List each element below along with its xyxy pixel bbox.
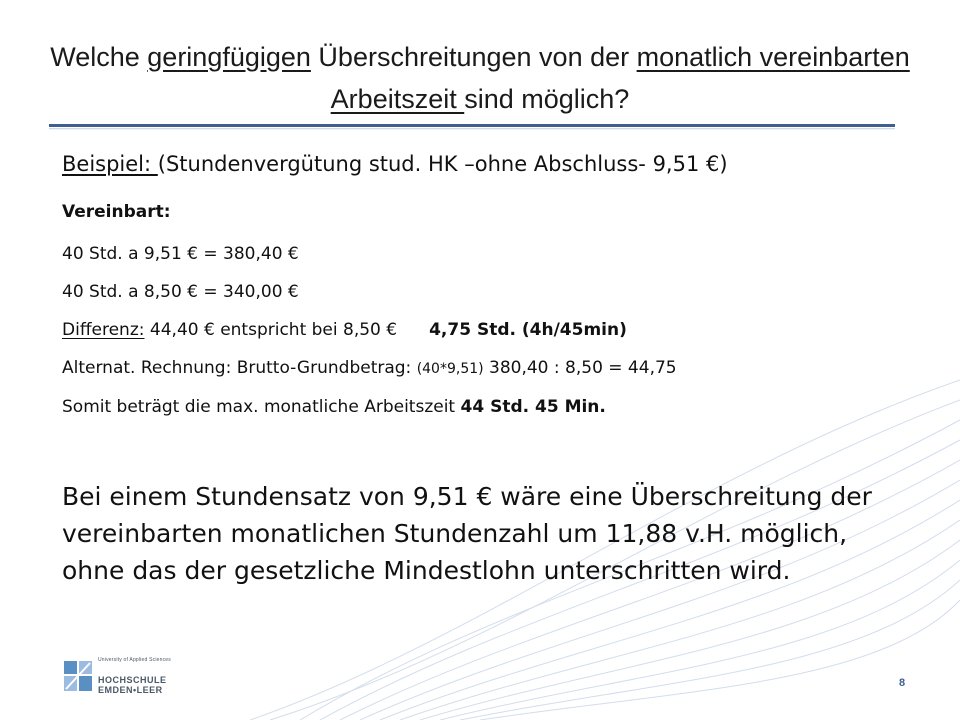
title-part-1: Welche	[50, 42, 148, 72]
slide-title	[40, 36, 920, 120]
difference-text: 44,40 € entspricht bei 8,50 €	[144, 320, 398, 340]
example-text: (Stundenvergütung stud. HK –ohne Abschluss- 9,51 €)	[157, 152, 728, 176]
conclusion-paragraph: Bei einem Stundensatz von 9,51 € wäre eine Überschreitung der vereinbarten monatlichen Stundenzahl um 11,88 v.H. möglich, ohne das der gesetzliche Mindestlohn unterschritten wird.	[62, 482, 872, 585]
max-time-bold: 44 Std. 45 Min.	[460, 397, 606, 417]
calc-line-2: 40 Std. a 8,50 € = 340,00 €	[62, 282, 299, 302]
title-part-4: monatlich vereinbarten Arbeitszeit	[330, 42, 910, 114]
title-part-2: geringfügigen	[147, 42, 311, 72]
difference-line	[62, 319, 627, 341]
example-line	[62, 153, 728, 175]
difference-result: 4,75 Std. (4h/45min)	[429, 320, 627, 340]
university-logo	[64, 657, 171, 695]
logo-name-line-1: HOCHSCHULE	[98, 675, 167, 685]
example-label: Beispiel:	[62, 152, 158, 176]
title-part-5: sind möglich?	[464, 84, 630, 114]
page-number: 8	[899, 677, 906, 689]
title-divider-shadow	[49, 128, 895, 130]
logo-subtitle: University of Applied Sciences	[98, 657, 171, 663]
alternative-text-2: 380,40 : 8,50 = 44,75	[483, 358, 677, 378]
alternative-small: (40*9,51)	[416, 361, 484, 377]
max-time-text: Somit beträgt die max. monatliche Arbeitszeit	[62, 397, 461, 417]
difference-label: Differenz:	[62, 320, 145, 340]
logo-mark-icon	[64, 661, 92, 691]
alternative-text-1: Alternat. Rechnung: Brutto-Grundbetrag:	[62, 358, 417, 378]
agreed-label: Vereinbart:	[62, 202, 171, 222]
max-time-line	[62, 396, 606, 418]
title-divider	[49, 124, 895, 127]
calc-line-1: 40 Std. a 9,51 € = 380,40 €	[62, 244, 299, 264]
logo-name-line-2: EMDEN•LEER	[98, 685, 163, 695]
title-part-3: Überschreitungen von der	[310, 42, 637, 72]
alternative-line	[62, 357, 677, 380]
